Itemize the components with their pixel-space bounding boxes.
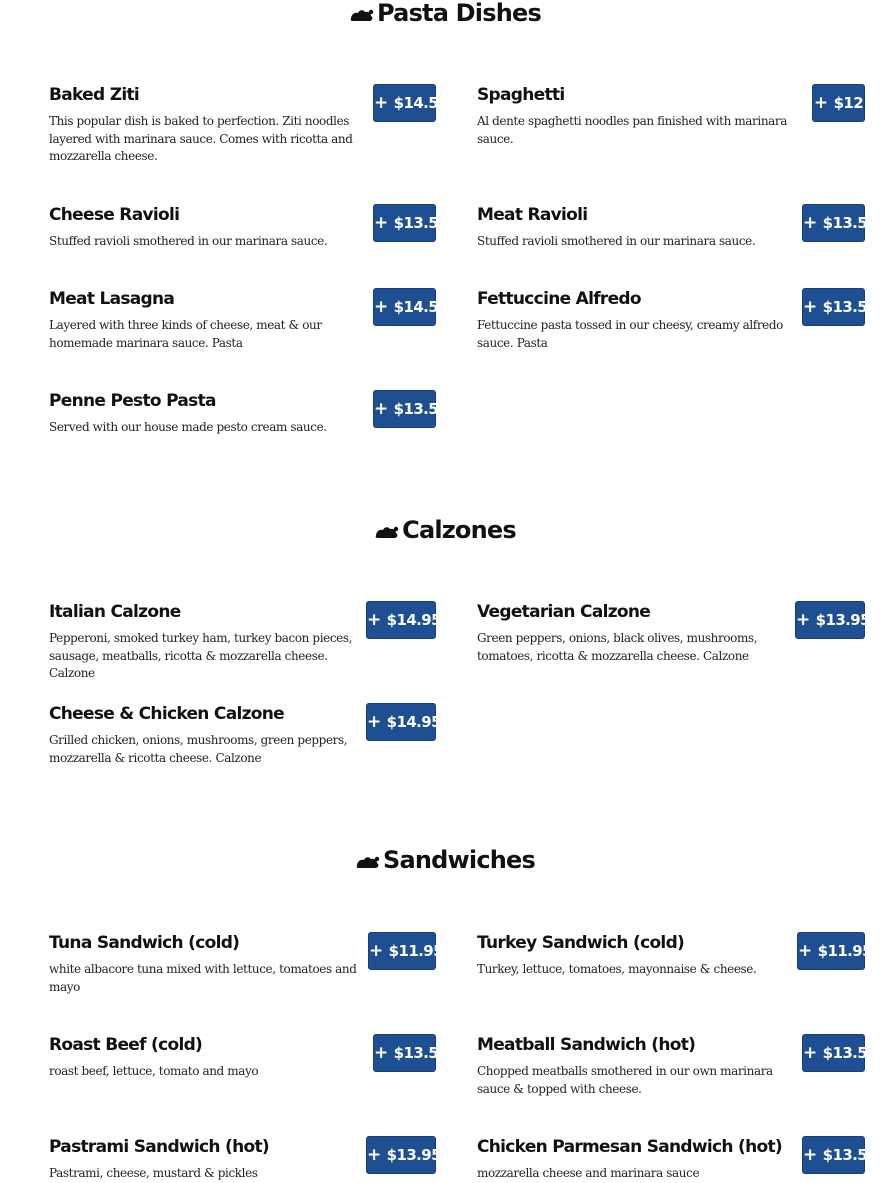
add-to-cart-button[interactable]: + $13.5 bbox=[802, 1034, 865, 1072]
item-description: Pepperoni, smoked turkey ham, turkey bacon pieces, sausage, meatballs, ricotta & mozzarella cheese. Calzone bbox=[49, 631, 353, 680]
plus-icon: + bbox=[803, 213, 817, 233]
item-name: Italian Calzone bbox=[49, 602, 181, 622]
item-description: mozzarella cheese and marinara sauce bbox=[477, 1166, 700, 1180]
item-description: Pastrami, cheese, mustard & pickles bbox=[49, 1166, 258, 1180]
plus-icon: + bbox=[367, 610, 381, 630]
add-to-cart-button[interactable]: + $12 bbox=[812, 84, 865, 122]
item-name: Vegetarian Calzone bbox=[477, 602, 651, 622]
section-title-sandwiches: Sandwiches bbox=[0, 845, 890, 875]
item-description: Layered with three kinds of cheese, meat & our homemade marinara sauce. Pasta bbox=[49, 318, 322, 350]
item-description: This popular dish is baked to perfection. Ziti noodles layered with marinara sauce. Comes with ricotta and mozzarella cheese. bbox=[49, 114, 353, 163]
plus-icon: + bbox=[796, 610, 810, 630]
item-description: Stuffed ravioli smothered in our marinara sauce. bbox=[477, 234, 756, 248]
add-to-cart-button[interactable]: + $11.95 bbox=[368, 932, 436, 970]
item-description: Fettuccine pasta tossed in our cheesy, creamy alfredo sauce. Pasta bbox=[477, 318, 783, 350]
add-to-cart-button[interactable]: + $13.5 bbox=[373, 390, 436, 428]
add-to-cart-button[interactable]: + $13.5 bbox=[802, 1136, 865, 1174]
add-to-cart-button[interactable]: + $13.5 bbox=[802, 204, 865, 242]
add-to-cart-button[interactable]: + $13.95 bbox=[795, 601, 865, 639]
item-name: Baked Ziti bbox=[49, 85, 140, 105]
plus-icon: + bbox=[369, 941, 383, 961]
item-description: white albacore tuna mixed with lettuce, tomatoes and mayo bbox=[49, 962, 357, 994]
add-to-cart-button[interactable]: + $13.95 bbox=[366, 1136, 436, 1174]
plus-icon: + bbox=[798, 941, 812, 961]
item-name: Spaghetti bbox=[477, 85, 565, 105]
item-description: Turkey, lettuce, tomatoes, mayonnaise & cheese. bbox=[477, 962, 757, 976]
add-to-cart-button[interactable]: + $14.95 bbox=[366, 703, 436, 741]
item-name: Pastrami Sandwich (hot) bbox=[49, 1137, 269, 1157]
item-description: Al dente spaghetti noodles pan finished with marinara sauce. bbox=[477, 114, 788, 146]
item-name: Meat Ravioli bbox=[477, 205, 588, 225]
item-name: Fettuccine Alfredo bbox=[477, 289, 641, 309]
plus-icon: + bbox=[803, 1043, 817, 1063]
add-to-cart-button[interactable]: + $14.5 bbox=[373, 84, 436, 122]
add-to-cart-button[interactable]: + $14.95 bbox=[366, 601, 436, 639]
plus-icon: + bbox=[813, 93, 828, 113]
item-name: Cheese & Chicken Calzone bbox=[49, 704, 285, 724]
item-name: Cheese Ravioli bbox=[49, 205, 180, 225]
section-title-pasta-dishes: Pasta Dishes bbox=[0, 0, 890, 28]
chef-hat-icon bbox=[374, 519, 400, 537]
item-description: Served with our house made pesto cream sauce. bbox=[49, 420, 327, 434]
plus-icon: + bbox=[367, 712, 381, 732]
plus-icon: + bbox=[374, 93, 388, 113]
add-to-cart-button[interactable]: + $13.5 bbox=[802, 288, 865, 326]
item-name: Penne Pesto Pasta bbox=[49, 391, 216, 411]
chef-hat-icon bbox=[349, 2, 375, 20]
add-to-cart-button[interactable]: + $13.5 bbox=[373, 1034, 436, 1072]
item-name: Roast Beef (cold) bbox=[49, 1035, 203, 1055]
item-description: Grilled chicken, onions, mushrooms, green peppers, mozzarella & ricotta cheese. Calzone bbox=[49, 733, 348, 765]
plus-icon: + bbox=[374, 213, 388, 233]
item-name: Meatball Sandwich (hot) bbox=[477, 1035, 696, 1055]
item-name: Meat Lasagna bbox=[49, 289, 175, 309]
add-to-cart-button[interactable]: + $11.95 bbox=[797, 932, 865, 970]
chef-hat-icon bbox=[355, 849, 381, 867]
item-name: Chicken Parmesan Sandwich (hot) bbox=[477, 1137, 782, 1157]
add-to-cart-button[interactable]: + $14.5 bbox=[373, 288, 436, 326]
item-name: Tuna Sandwich (cold) bbox=[49, 933, 240, 953]
plus-icon: + bbox=[374, 399, 388, 419]
plus-icon: + bbox=[367, 1145, 381, 1165]
add-to-cart-button[interactable]: + $13.5 bbox=[373, 204, 436, 242]
item-description: Stuffed ravioli smothered in our marinara sauce. bbox=[49, 234, 328, 248]
plus-icon: + bbox=[374, 297, 388, 317]
item-name: Turkey Sandwich (cold) bbox=[477, 933, 685, 953]
item-description: Green peppers, onions, black olives, mushrooms, tomatoes, ricotta & mozzarella cheese. Calzone bbox=[477, 631, 758, 663]
item-description: roast beef, lettuce, tomato and mayo bbox=[49, 1064, 259, 1078]
section-title-calzones: Calzones bbox=[0, 515, 890, 545]
plus-icon: + bbox=[803, 297, 817, 317]
plus-icon: + bbox=[803, 1145, 817, 1165]
plus-icon: + bbox=[374, 1043, 388, 1063]
item-description: Chopped meatballs smothered in our own marinara sauce & topped with cheese. bbox=[477, 1064, 773, 1096]
